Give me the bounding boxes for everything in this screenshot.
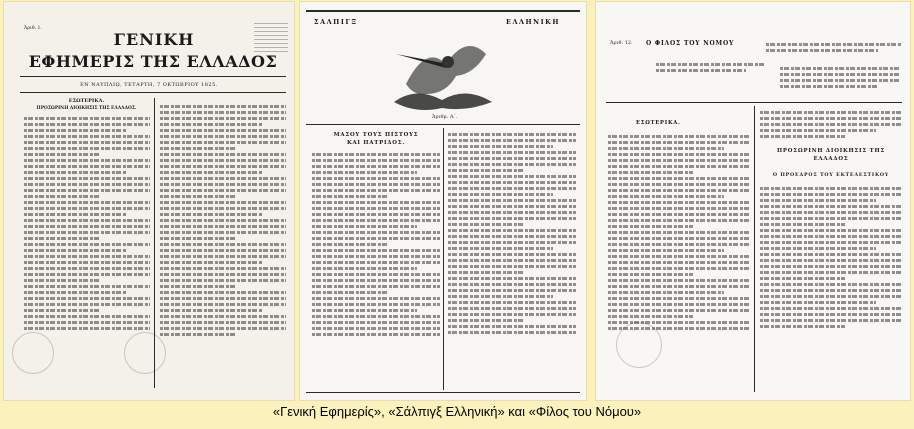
library-stamp [616,322,662,368]
column-divider [443,128,444,390]
masthead-epigraph [780,64,900,91]
newspaper-geniki-efimeris [4,2,294,400]
newspaper-salpigx-elliniki [300,2,586,400]
masthead-left: ΣΑΛΠΙΓΞ [314,18,358,26]
masthead-line1: ΓΕΝΙΚΗ [113,30,195,49]
left-column-text [24,114,150,333]
issue-number: Ἀριθ. 12. [610,40,633,46]
masthead-right: ΕΛΛΗΝΙΚΗ [506,18,560,26]
masthead-line2: ΕΦΗΜΕΡΙΣ ΤΗΣ ΕΛΛΑΔΟΣ [28,52,278,71]
dateline-rule [20,92,286,93]
headline-line2: ΚΑΙ ΠΑΤΡΙΔΟΣ. [346,140,406,146]
image-caption: «Γενική Εφημερίς», «Σάλπιγξ Ελληνική» και «Φίλος του Νόμου» [272,404,642,419]
right-column-text [760,184,902,331]
left-column-text [608,132,750,333]
library-stamp [12,332,54,374]
column-divider [754,106,755,392]
masthead-rule [306,124,580,125]
right-column-top-text [760,108,902,141]
masthead-rule [20,76,286,77]
masthead-subtitle [656,60,766,75]
masthead-dateline [766,40,902,55]
masthead-rule [606,102,902,103]
section-internal: ΕΣΩΤΕΡΙΚΑ. [636,120,681,126]
dateline: ΕΝ ΝΑΥΠΛΙῼ, ΤΕΤΑΡΤΗ, 7 ΟΚΤΩΒΡΙΟΥ 1825. [80,82,218,88]
masthead: Ο ΦΙΛΟΣ ΤΟΥ ΝΟΜΟΥ [646,40,735,47]
decorative-ornament [254,22,288,52]
headline-line1: ΜΑΣΟΥ ΤΟΥΣ ΠΙΣΤΟΥΣ [333,132,419,138]
section-government-line1: ΠΡΟΣΩΡΙΝΗ ΔΙΟΙΚΗΣΙΣ ΤΗΣ [777,148,885,154]
section-government-line2: ΕΛΛΑΔΟΣ [813,156,849,162]
angel-trumpet-illustration [386,24,500,114]
right-column-text [448,130,576,337]
section-internal: ΕΣΩΤΕΡΙΚΑ. [68,98,105,104]
top-border [306,10,580,12]
issue-number: Ἀριθμ. Α΄. [432,114,458,120]
bottom-border [306,392,580,393]
library-stamp [124,332,166,374]
newspaper-filos-tou-nomou [596,2,910,400]
section-government: ΠΡΟΣΩΡΙΝΗ ΔΙΟΙΚΗΣΙΣ ΤΗΣ ΕΛΛΑΔΟΣ. [36,106,137,111]
issue-number: Ἀριθ. 1. [24,26,42,31]
left-column-text [312,150,440,339]
section-president: Ο ΠΡΟΕΔΡΟΣ ΤΟΥ ΕΚΤΕΛΕΣΤΙΚΟΥ [772,172,890,178]
right-column-text [160,102,286,339]
